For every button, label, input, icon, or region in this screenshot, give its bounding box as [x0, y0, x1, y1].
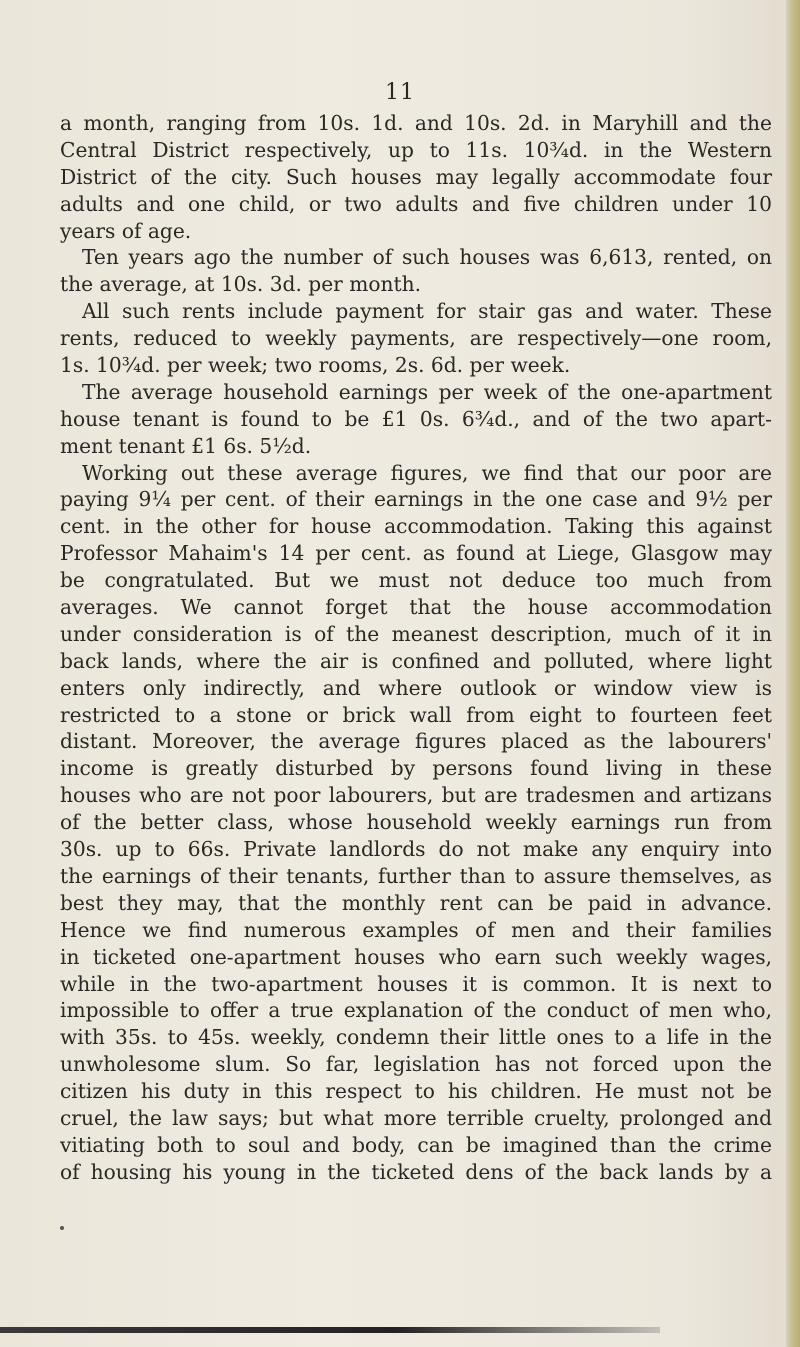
text-line: be congratulated. But we must not deduce too much from — [60, 568, 772, 593]
text-line: unwholesome slum. So far, legislation has not forced upon the — [60, 1052, 772, 1077]
text-line: rents, reduced to weekly payments, are respectively—one room, — [60, 326, 772, 351]
text-line: citizen his duty in this respect to his children. He must not be — [60, 1079, 772, 1104]
page-edge — [786, 0, 800, 1347]
text-line: District of the city. Such houses may legally accommodate four — [60, 164, 772, 189]
text-line: averages. We cannot forget that the house accommodation — [60, 595, 772, 620]
text-line: vitiating both to soul and body, can be imagined than the crime — [60, 1132, 772, 1157]
text-line: paying 9¼ per cent. of their earnings in the one case and 9½ per — [60, 487, 772, 512]
text-line: a month, ranging from 10s. 1d. and 10s. 2d. in Maryhill and the — [60, 111, 772, 135]
text-line: impossible to offer a true explanation of the conduct of men who, — [60, 998, 772, 1023]
text-line: 30s. up to 66s. Private landlords do not make any enquiry into — [60, 837, 772, 862]
text-line: All such rents include payment for stair gas and water. These — [82, 299, 772, 324]
text-line: Hence we find numerous examples of men and their families — [60, 917, 772, 942]
text-line: best they may, that the monthly rent can be paid in advance. — [60, 890, 772, 915]
text-line: The average household earnings per week of the one-apartment — [82, 379, 772, 404]
text-line: Professor Mahaim's 14 per cent. as found at Liege, Glasgow may — [60, 541, 772, 566]
text-line: Ten years ago the number of such houses was 6,613, rented, on — [82, 245, 772, 270]
text-line: ment tenant £1 6s. 5½d. — [60, 433, 312, 458]
text-line: 1s. 10¾d. per week; two rooms, 2s. 6d. per week. — [60, 353, 571, 378]
text-line: cent. in the other for house accommodation. Taking this against — [60, 514, 772, 539]
speck-mark — [60, 1226, 64, 1230]
text-line: of the better class, whose household weekly earnings run from — [60, 810, 772, 835]
text-line: of housing his young in the ticketed dens of the back lands by a — [60, 1159, 772, 1184]
text-line: income is greatly disturbed by persons found living in these — [60, 756, 772, 781]
text-line: the earnings of their tenants, further than to assure themselves, as — [60, 863, 772, 888]
text-line: enters only indirectly, and where outlook or window view is — [60, 675, 772, 700]
text-line: back lands, where the air is confined and polluted, where light — [60, 648, 772, 673]
text-line: while in the two-apartment houses it is common. It is next to — [60, 971, 772, 996]
text-line: with 35s. to 45s. weekly, condemn their little ones to a life in the — [60, 1025, 772, 1050]
text-line: Working out these average figures, we find that our poor are — [82, 460, 772, 485]
text-line: years of age. — [60, 218, 192, 243]
text-line: houses who are not poor labourers, but are tradesmen and artizans — [60, 783, 772, 808]
body-text — [60, 110, 772, 1186]
text-line: distant. Moreover, the average figures placed as the labourers' — [60, 729, 772, 754]
text-line: adults and one child, or two adults and five children under 10 — [60, 191, 772, 216]
text-line: Central District respectively, up to 11s. 10¾d. in the Western — [60, 137, 772, 162]
text-line: in ticketed one-apartment houses who earn such weekly wages, — [60, 944, 772, 969]
page-bottom-shadow — [0, 1327, 660, 1333]
text-line: house tenant is found to be £1 0s. 6¾d., and of the two apart- — [60, 406, 772, 431]
text-line: under consideration is of the meanest description, much of it in — [60, 621, 772, 646]
text-line: the average, at 10s. 3d. per month. — [60, 272, 422, 297]
text-line: restricted to a stone or brick wall from eight to fourteen feet — [60, 702, 772, 727]
text-line: cruel, the law says; but what more terrible cruelty, prolonged and — [60, 1105, 772, 1130]
page-number: 11 — [385, 80, 415, 105]
